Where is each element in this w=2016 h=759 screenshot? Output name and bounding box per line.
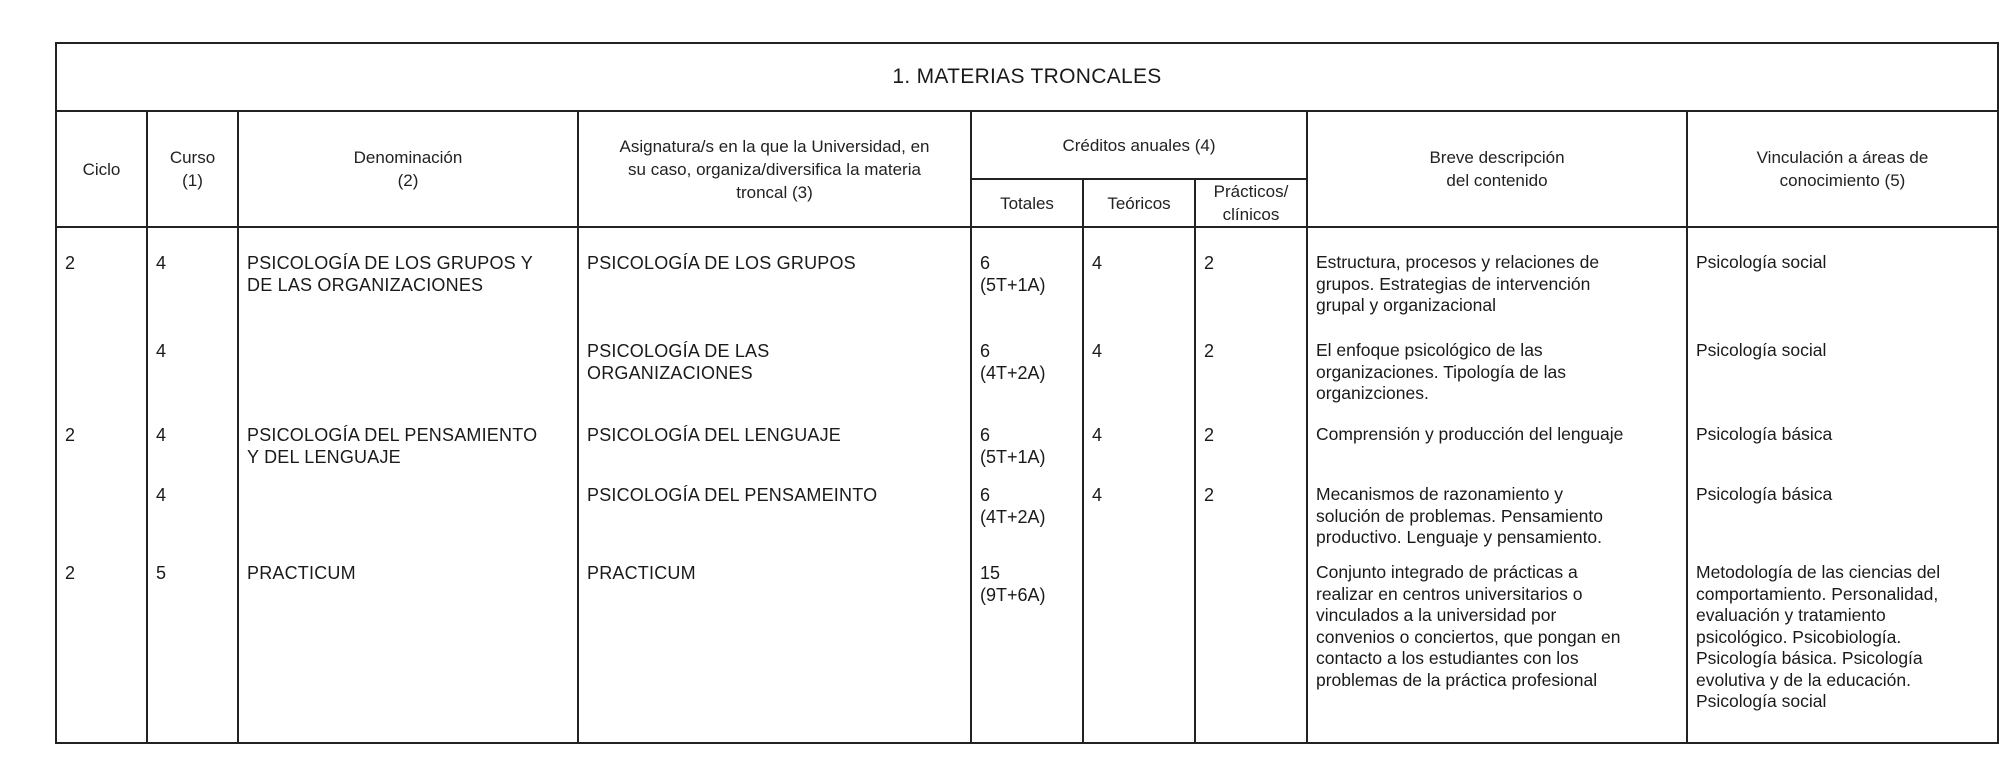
cell-line: 2	[1204, 341, 1215, 361]
cell-teoricos-row-3	[1092, 424, 1188, 446]
cell-practicos-row-2	[1204, 340, 1300, 362]
cell-vinculacion-row-3	[1696, 424, 1991, 446]
cell-line: Conjunto integrado de prácticas a	[1316, 562, 1578, 582]
cell-line: (5T+1A)	[980, 447, 1046, 467]
header-curso-label: Curso	[169, 148, 216, 167]
cell-line: 2	[1204, 485, 1215, 505]
cell-asignatura-row-1	[587, 252, 964, 274]
cell-vinculacion-row-5	[1696, 562, 1991, 713]
header-practicos-line2: clínicos	[1222, 205, 1280, 224]
cell-totales-row-5	[980, 562, 1076, 606]
cell-line: PSICOLOGÍA DEL PENSAMEINTO	[587, 485, 878, 505]
cell-vinculacion-row-1	[1696, 252, 1991, 274]
cell-teoricos-row-4	[1092, 484, 1188, 506]
cell-line: PRACTICUM	[587, 563, 696, 583]
cell-line: grupal y organizacional	[1316, 295, 1496, 315]
cell-line: Psicología básica	[1696, 424, 1833, 444]
cell-denominacion-row-3	[247, 424, 571, 468]
header-teoricos: Teóricos	[1083, 179, 1195, 227]
table-body-row	[56, 227, 1998, 743]
cell-line: 2	[65, 253, 76, 273]
cell-line: (5T+1A)	[980, 275, 1046, 295]
cell-line: DE LAS ORGANIZACIONES	[247, 275, 484, 295]
cell-asignatura-row-3	[587, 424, 964, 446]
header-asignatura-line3: troncal (3)	[736, 182, 813, 202]
cell-totales-row-3	[980, 424, 1076, 468]
column-ciclo	[56, 227, 147, 743]
cell-teoricos-row-2	[1092, 340, 1188, 362]
cell-line: vinculados a la universidad por	[1316, 605, 1557, 625]
cell-totales-row-2	[980, 340, 1076, 384]
table-title: 1. MATERIAS TRONCALES	[56, 43, 1998, 111]
cell-line: (9T+6A)	[980, 585, 1046, 605]
column-descripcion	[1307, 227, 1687, 743]
cell-line: 4	[156, 341, 167, 361]
header-totales: Totales	[971, 179, 1083, 227]
cell-line: organizciones.	[1316, 383, 1429, 403]
header-descripcion-line2: del contenido	[1446, 171, 1548, 190]
cell-vinculacion-row-4	[1696, 484, 1991, 506]
cell-line: solución de problemas. Pensamiento	[1316, 505, 1603, 526]
cell-line: evaluación y tratamiento	[1696, 605, 1886, 625]
cell-asignatura-row-5	[587, 562, 964, 584]
cell-curso-row-1	[156, 252, 231, 274]
cell-line: 4	[1092, 425, 1103, 445]
cell-line: PSICOLOGÍA DEL LENGUAJE	[587, 425, 842, 445]
header-asignatura-line2: su caso, organiza/diversifica la materia	[628, 159, 921, 179]
header-vinculacion-line1: Vinculación a áreas de	[1756, 148, 1929, 167]
cell-line: problemas de la práctica profesional	[1316, 669, 1598, 690]
cell-line: productivo. Lenguaje y pensamiento.	[1316, 527, 1603, 547]
cell-line: Psicología social	[1696, 691, 1827, 711]
cell-line: 2	[65, 563, 76, 583]
cell-curso-row-5	[156, 562, 231, 584]
column-vinculacion	[1687, 227, 1998, 743]
cell-line: 15	[980, 563, 1001, 583]
header-asignatura-line1: Asignatura/s en la que la Universidad, en	[619, 136, 930, 156]
cell-denominacion-row-1	[247, 252, 571, 296]
cell-line: Comprensión y producción del lenguaje	[1316, 424, 1624, 444]
cell-ciclo-row-3	[65, 424, 140, 446]
cell-line: PSICOLOGÍA DE LAS	[587, 341, 770, 361]
cell-descripcion-row-2	[1316, 340, 1680, 405]
cell-line: 2	[1204, 425, 1215, 445]
cell-descripcion-row-1	[1316, 252, 1680, 317]
header-descripcion-line1: Breve descripción	[1429, 148, 1565, 167]
header-denominacion	[238, 111, 578, 227]
cell-totales-row-1	[980, 252, 1076, 296]
cell-line: (4T+2A)	[980, 363, 1046, 383]
cell-line: 6	[980, 341, 991, 361]
cell-asignatura-row-4	[587, 484, 964, 506]
cell-totales-row-4	[980, 484, 1076, 528]
cell-line: PSICOLOGÍA DE LOS GRUPOS Y	[247, 253, 533, 273]
header-descripcion	[1307, 111, 1687, 227]
cell-denominacion-row-5	[247, 562, 571, 584]
cell-line: 4	[156, 253, 167, 273]
cell-line: Psicología básica. Psicología	[1696, 648, 1923, 668]
cell-teoricos-row-1	[1092, 252, 1188, 274]
header-vinculacion-line2: conocimiento (5)	[1779, 171, 1906, 190]
column-practicos	[1195, 227, 1307, 743]
cell-line: 2	[1204, 253, 1215, 273]
cell-line: 4	[1092, 485, 1103, 505]
header-ciclo-label: Ciclo	[82, 159, 121, 179]
materias-troncales-table	[55, 42, 1999, 744]
cell-descripcion-row-4	[1316, 484, 1680, 549]
cell-practicos-row-3	[1204, 424, 1300, 446]
cell-line: Psicología social	[1696, 252, 1827, 272]
cell-curso-row-2	[156, 340, 231, 362]
cell-line: El enfoque psicológico de las	[1316, 340, 1543, 360]
cell-line: 4	[1092, 253, 1103, 273]
cell-line: organizaciones. Tipología de las	[1316, 361, 1567, 382]
cell-line: 4	[156, 425, 167, 445]
cell-descripcion-row-5	[1316, 562, 1680, 691]
cell-line: 6	[980, 485, 991, 505]
cell-line: PSICOLOGÍA DEL PENSAMIENTO	[247, 425, 538, 445]
cell-line: ORGANIZACIONES	[587, 363, 753, 383]
cell-ciclo-row-5	[65, 562, 140, 584]
cell-line: comportamiento. Personalidad,	[1696, 583, 1939, 604]
cell-line: Mecanismos de razonamiento y	[1316, 484, 1564, 504]
cell-line: contacto a los estudiantes con los	[1316, 648, 1579, 668]
header-denominacion-label: Denominación	[353, 148, 463, 167]
cell-line: 4	[156, 485, 167, 505]
column-curso	[147, 227, 238, 743]
cell-line: 6	[980, 425, 991, 445]
header-creditos: Créditos anuales (4)	[971, 111, 1307, 179]
column-denominacion	[238, 227, 578, 743]
header-asignatura	[578, 111, 971, 227]
cell-asignatura-row-2	[587, 340, 964, 384]
header-vinculacion	[1687, 111, 1998, 227]
cell-line: Psicología básica	[1696, 484, 1833, 504]
cell-line: Y DEL LENGUAJE	[247, 447, 401, 467]
cell-line: PSICOLOGÍA DE LOS GRUPOS	[587, 253, 856, 273]
header-curso-note: (1)	[182, 171, 203, 190]
cell-line: Metodología de las ciencias del	[1696, 562, 1941, 582]
cell-line: 5	[156, 563, 167, 583]
cell-line: 6	[980, 253, 991, 273]
cell-line: convenios o conciertos, que pongan en	[1316, 626, 1621, 647]
column-teoricos	[1083, 227, 1195, 743]
cell-line: (4T+2A)	[980, 507, 1046, 527]
cell-ciclo-row-1	[65, 252, 140, 274]
cell-line: evolutiva y de la educación.	[1696, 669, 1911, 690]
header-denominacion-note: (2)	[397, 171, 419, 190]
cell-line: Psicología social	[1696, 340, 1827, 360]
header-practicos	[1195, 179, 1307, 227]
cell-curso-row-3	[156, 424, 231, 446]
cell-line: grupos. Estrategias de intervención	[1316, 273, 1591, 294]
cell-vinculacion-row-2	[1696, 340, 1991, 362]
column-asignatura	[578, 227, 971, 743]
cell-line: PRACTICUM	[247, 563, 356, 583]
cell-curso-row-4	[156, 484, 231, 506]
header-practicos-line1: Prácticos/	[1213, 182, 1289, 201]
cell-line: 4	[1092, 341, 1103, 361]
cell-practicos-row-4	[1204, 484, 1300, 506]
cell-line: psicológico. Psicobiología.	[1696, 626, 1902, 647]
cell-line: realizar en centros universitarios o	[1316, 583, 1583, 604]
cell-line: Estructura, procesos y relaciones de	[1316, 252, 1600, 272]
cell-practicos-row-1	[1204, 252, 1300, 274]
header-ciclo	[56, 111, 147, 227]
cell-descripcion-row-3	[1316, 424, 1680, 446]
header-curso	[147, 111, 238, 227]
column-totales	[971, 227, 1083, 743]
cell-line: 2	[65, 425, 76, 445]
